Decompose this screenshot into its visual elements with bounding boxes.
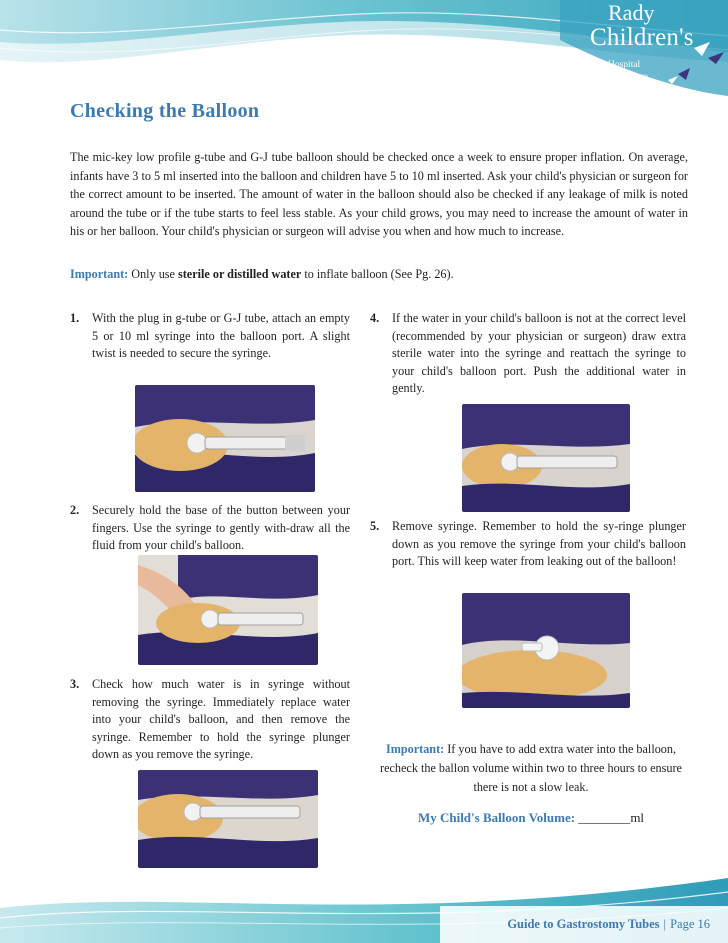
- balloon-volume-line: [372, 810, 690, 826]
- important-label: Important:: [385, 742, 445, 756]
- logo-line-hospital: Hospital: [608, 60, 641, 70]
- intro-paragraph: The mic-key low profile g-tube and G-J tube balloon should be checked once a week to ensure proper inflation. On average, infants have 3 to 5 ml inserted into the balloon and children have 5 to 10 ml inserted. Ask your child's physician or surgeon for the correct amount to be inserted. The amount of water in the balloon should also be checked if any leakage of milk is noted around the tube or if the tube starts to feel less stable. As your child grows, you may need to increase the amount of water in his or her balloon. Your child's physician or surgeon will advise you when and how much to increase.: [70, 150, 688, 239]
- step-text: With the plug in g-tube or G-J tube, attach an empty 5 or 10 ml syringe into the balloon port. A slight twist is needed to secure the syringe.: [92, 311, 350, 361]
- logo-line-childrens: Children's: [590, 24, 694, 51]
- step-text: Check how much water is in syringe without removing the syringe. Immediately replace water into your child's balloon, and then remove the syringe. Remember to hold the syringe plunger down as you remove the syringe.: [92, 677, 350, 762]
- step-5: [370, 518, 686, 571]
- important-recheck-text: If you have to add extra water into the balloon, recheck the ballon volume within two to three hours to ensure there is not a slow leak.: [380, 742, 682, 794]
- step-number: 2.: [70, 503, 80, 517]
- step-1: [70, 310, 350, 363]
- important-recheck-note: [372, 740, 690, 797]
- photo-step-5-remove-syringe: [462, 593, 630, 708]
- page-title: Checking the Balloon: [70, 100, 260, 122]
- important-text-bold: sterile or distilled water: [178, 267, 302, 281]
- kite-logo-icon: [658, 40, 728, 86]
- important-text-after: to inflate balloon (See Pg. 26).: [301, 267, 454, 281]
- step-number: 3.: [70, 677, 80, 691]
- balloon-volume-unit: ml: [630, 810, 645, 825]
- photo-step-2-withdraw-fluid: [138, 555, 318, 665]
- step-2: [70, 502, 350, 555]
- footer-separator: |: [663, 917, 667, 931]
- step-text: Remove syringe. Remember to hold the sy-ringe plunger down as you remove the syringe from your child's balloon port. This will keep water from leaking out of the balloon!: [392, 519, 686, 569]
- balloon-volume-blank: ________: [575, 810, 631, 825]
- step-text: Securely hold the base of the button between your fingers. Use the syringe to gently with-draw all the fluid from your child's balloon.: [92, 503, 350, 553]
- photo-step-1-syringe-attached: [135, 385, 315, 492]
- footer: [470, 917, 710, 932]
- footer-guide-title: Guide to Gastrostomy Tubes: [507, 917, 660, 931]
- step-4: [370, 310, 686, 398]
- important-note: [70, 267, 688, 282]
- balloon-volume-label: My Child's Balloon Volume:: [417, 810, 576, 825]
- important-text-before: Only use: [128, 267, 178, 281]
- step-text: If the water in your child's balloon is not at the correct level (recommended by your physician or surgeon) draw extra sterile water into the syringe and reattach the syringe to your child's balloon port. Push the additional water in gently.: [392, 311, 686, 396]
- step-number: 5.: [370, 519, 380, 533]
- important-label: Important:: [70, 267, 129, 281]
- logo-line-rady: Rady: [608, 0, 655, 25]
- step-3: [70, 676, 350, 764]
- photo-step-4-add-water: [462, 404, 630, 512]
- photo-step-3-check-water: [138, 770, 318, 868]
- step-number: 4.: [370, 311, 380, 325]
- logo-line-san-diego: San Diego: [608, 72, 648, 82]
- footer-page-number: Page 16: [670, 917, 710, 931]
- step-number: 1.: [70, 311, 80, 325]
- hospital-logo: [588, 2, 728, 98]
